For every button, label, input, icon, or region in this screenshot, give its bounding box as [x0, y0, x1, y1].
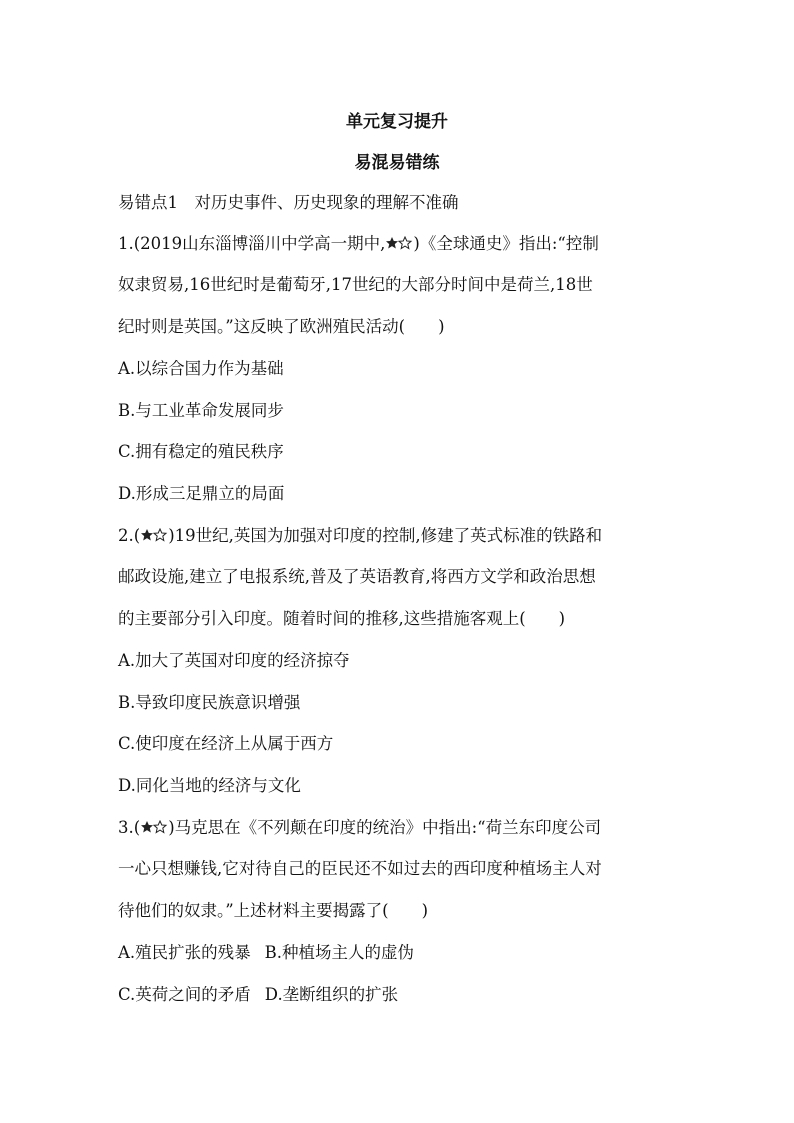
question-3-option-d: D.垄断组织的扩张 — [264, 985, 399, 1004]
question-1-line-1 — [118, 230, 599, 254]
question-1-option-a: A.以综合国力作为基础 — [118, 359, 284, 378]
question-1-option-c: C.拥有稳定的殖民秩序 — [118, 442, 284, 461]
error-point-heading: 易错点1 对历史事件、历史现象的理解不准确 — [118, 193, 459, 212]
subsection-title: 易混易错练 — [354, 153, 440, 173]
question-3-line-2: 一心只想赚钱,它对待自己的臣民还不如过去的西印度种植场主人对 — [118, 859, 602, 878]
difficulty-stars-icon — [140, 820, 168, 834]
question-3-option-c: C.英荷之间的矛盾 — [118, 985, 251, 1004]
question-2-line-3: 的主要部分引入印度。随着时间的推移,这些措施客观上( ) — [118, 609, 566, 628]
question-3-options-row-1 — [118, 939, 414, 963]
question-2-option-a: A.加大了英国对印度的经济掠夺 — [118, 651, 350, 670]
question-1-line-3: 纪时则是英国。”这反映了欧洲殖民活动( ) — [118, 317, 445, 336]
question-1-option-d: D.形成三足鼎立的局面 — [118, 484, 285, 503]
difficulty-stars-icon — [140, 528, 168, 542]
question-3-line-3: 待他们的奴隶。”上述材料主要揭露了( ) — [118, 901, 429, 920]
question-2-prefix: 2.( — [118, 526, 141, 545]
question-3-options-row-2 — [118, 981, 398, 1005]
question-3-stem-start: )马克思在《不列颠在印度的统治》中指出:“荷兰东印度公司 — [168, 818, 602, 837]
question-1-line-2: 奴隶贸易,16世纪时是葡萄牙,17世纪的大部分时间中是荷兰,18世 — [118, 275, 593, 294]
question-3-option-b: B.种植场主人的虚伪 — [264, 943, 415, 962]
question-2-line-1 — [118, 522, 602, 546]
question-2-option-b: B.导致印度民族意识增强 — [118, 693, 301, 712]
question-2-stem-start: )19世纪,英国为加强对印度的控制,修建了英式标准的铁路和 — [168, 526, 603, 545]
question-1-stem-start: )《全球通史》指出:“控制 — [413, 234, 599, 253]
question-2-line-2: 邮政设施,建立了电报系统,普及了英语教育,将西方文学和政治思想 — [118, 567, 596, 586]
question-1-prefix: 1.(2019山东淄博淄川中学高一期中, — [118, 234, 386, 253]
question-2-option-c: C.使印度在经济上从属于西方 — [118, 734, 334, 753]
difficulty-stars-icon — [385, 236, 413, 250]
question-3-line-1 — [118, 814, 601, 838]
question-3-option-a: A.殖民扩张的残暴 — [118, 943, 251, 962]
question-1-option-b: B.与工业革命发展同步 — [118, 401, 284, 420]
section-title: 单元复习提升 — [346, 112, 448, 132]
question-2-option-d: D.同化当地的经济与文化 — [118, 776, 301, 795]
question-3-prefix: 3.( — [118, 818, 141, 837]
